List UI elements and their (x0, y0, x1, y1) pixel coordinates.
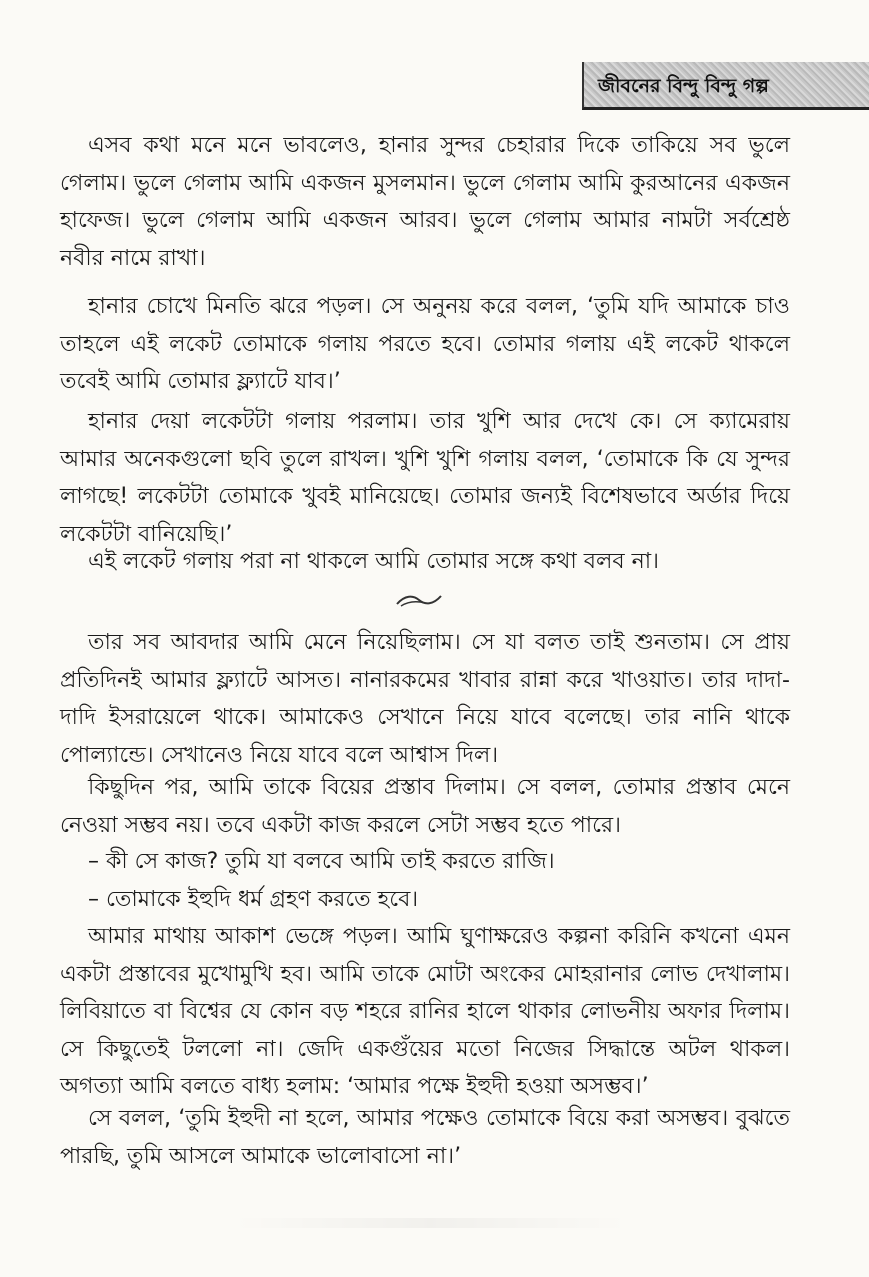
paragraph-5: তার সব আবদার আমি মেনে নিয়েছিলাম। সে যা বলত তাই শুনতাম। সে প্রায় প্রতিদিনই আমার ফ্ল্যাটে আসত। নানারকমের খাবার রান্না করে খাওয়াত। তার দাদা-দাদি ইসরায়েলে থাকে। আমাকেও সেখানে নিয়ে যাবে বলেছে। তার নানি থাকে পোল্যান্ডে। সেখানেও নিয়ে যাবে বলে আশ্বাস দিল। (60, 630, 790, 768)
running-header-title: জীবনের বিন্দু বিন্দু গল্প (598, 75, 769, 97)
dialogue-line-2: – তোমাকে ইহুদি ধর্ম গ্রহণ করতে হবে। (88, 887, 419, 912)
paragraph-1: এসব কথা মনে মনে ভাবলেও, হানার সুন্দর চেহারার দিকে তাকিয়ে সব ভুলে গেলাম। ভুলে গেলাম আমি একজন মুসলমান। ভুলে গেলাম আমি কুরআনের একজন হাফেজ। ভুলে গেলাম আমি একজন আরব। ভুলে গেলাম আমার নামটা সর্বশ্রেষ্ঠ নবীর নামে রাখা। (60, 133, 790, 271)
paragraph-8: সে বলল, ‘তুমি ইহুদী না হলে, আমার পক্ষেও তোমাকে বিয়ে করা অসম্ভব। বুঝতে পারছি, তুমি আসলে আমাকে ভালোবাসো না।’ (60, 1106, 790, 1169)
dialogue-line-1: – কী সে কাজ? তুমি যা বলবে আমি তাই করতে রাজি। (88, 849, 555, 874)
paragraph-2: হানার চোখে মিনতি ঝরে পড়ল। সে অনুনয় করে বলল, ‘তুমি যদি আমাকে চাও তাহলে এই লকেট তোমাকে গলায় পরতে হবে। তোমার গলায় এই লকেট থাকলে তবেই আমি তোমার ফ্ল্যাটে যাব।’ (60, 294, 790, 394)
paragraph-6: কিছুদিন পর, আমি তাকে বিয়ের প্রস্তাব দিলাম। সে বলল, তোমার প্রস্তাব মেনে নেওয়া সম্ভব নয়। তবে একটা কাজ করলে সেটা সম্ভব হতে পারে। (60, 775, 790, 838)
paragraph-3: হানার দেয়া লকেটটা গলায় পরলাম। তার খুশি আর দেখে কে। সে ক্যামেরায় আমার অনেকগুলো ছবি তুলে রাখল। খুশি খুশি গলায় বলল, ‘তোমাকে কি যে সুন্দর লাগছে! লকেটটা তোমাকে খুবই মানিয়েছে। তোমার জন্যই বিশেষভাবে অর্ডার দিয়ে লকেটটা বানিয়েছি।’ (60, 409, 790, 547)
bleed-through-mark (230, 1218, 630, 1228)
paragraph-4: এই লকেট গলায় পরা না থাকলে আমি তোমার সঙ্গে কথা বলব না। (88, 549, 659, 574)
paragraph-7: আমার মাথায় আকাশ ভেঙ্গে পড়ল। আমি ঘুণাক্ষরেও কল্পনা করিনি কখনো এমন একটা প্রস্তাবের মুখোমুখি হব। আমি তাকে মোটা অংকের মোহরানার লোভ দেখালাম। লিবিয়াতে বা বিশ্বের যে কোন বড় শহরে রানির হালে থাকার লোভনীয় অফার দিলাম। সে কিছুতেই টললো না। জেদি একগুঁয়ের মতো নিজের সিদ্ধান্তে অটল থাকল। অগত্যা আমি বলতে বাধ্য হলাম: ‘আমার পক্ষে ইহুদী হওয়া অসম্ভব।’ (60, 924, 790, 1099)
section-divider-icon (395, 591, 443, 609)
running-header (582, 62, 869, 110)
